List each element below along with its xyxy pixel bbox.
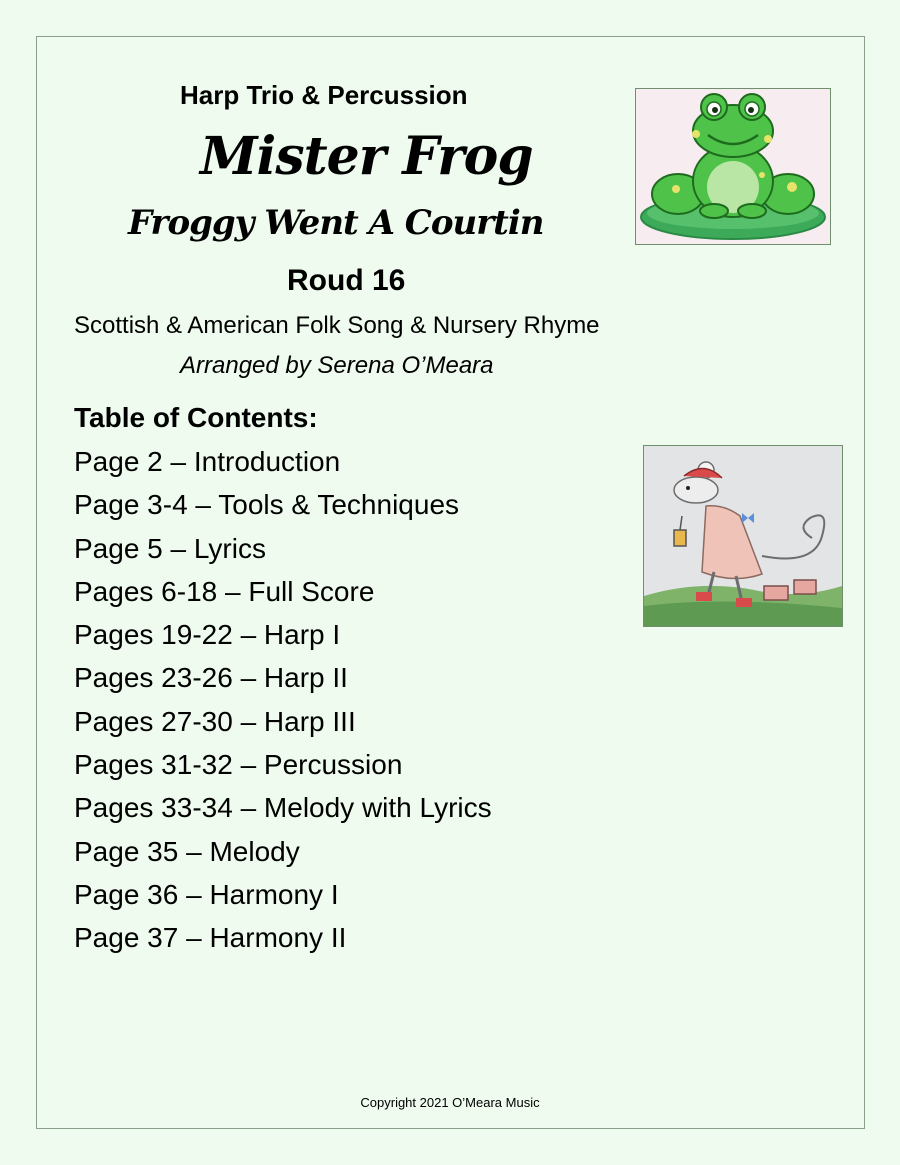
toc-item: Pages 19-22 – Harp I [74, 619, 341, 651]
toc-item: Page 35 – Melody [74, 835, 300, 867]
toc-list [74, 444, 492, 964]
toc-item: Page 2 – Introduction [74, 446, 341, 477]
toc-item: Pages 33-34 – Melody with Lyrics [74, 792, 492, 824]
frog-illustration [635, 88, 831, 245]
toc-heading: Table of Contents: [74, 402, 318, 433]
toc-item: Pages 31-32 – Percussion [74, 749, 403, 781]
toc-item: Pages 6-18 – Full Score [74, 575, 375, 607]
genre-line: Scottish & American Folk Song & Nursery Rhyme [74, 312, 600, 339]
roud-number: Roud 16 [287, 264, 406, 297]
toc-item: Pages 27-30 – Harp III [74, 705, 356, 737]
alternate-title: Froggy Went A Courtin [128, 203, 544, 243]
toc-item: Page 3-4 – Tools & Techniques [74, 489, 460, 521]
arranger-credit: Arranged by Serena O’Meara [180, 352, 494, 379]
toc-item: Page 36 – Harmony I [74, 878, 339, 910]
toc-item: Pages 23-26 – Harp II [74, 662, 348, 694]
toc-item: Page 37 – Harmony II [74, 922, 347, 954]
mouse-illustration [643, 445, 843, 627]
toc-item: Page 5 – Lyrics [74, 532, 266, 564]
page-title: Mister Frog [200, 126, 533, 187]
ensemble-heading: Harp Trio & Percussion [180, 80, 468, 110]
copyright-notice: Copyright 2021 O’Meara Music [360, 1095, 540, 1110]
